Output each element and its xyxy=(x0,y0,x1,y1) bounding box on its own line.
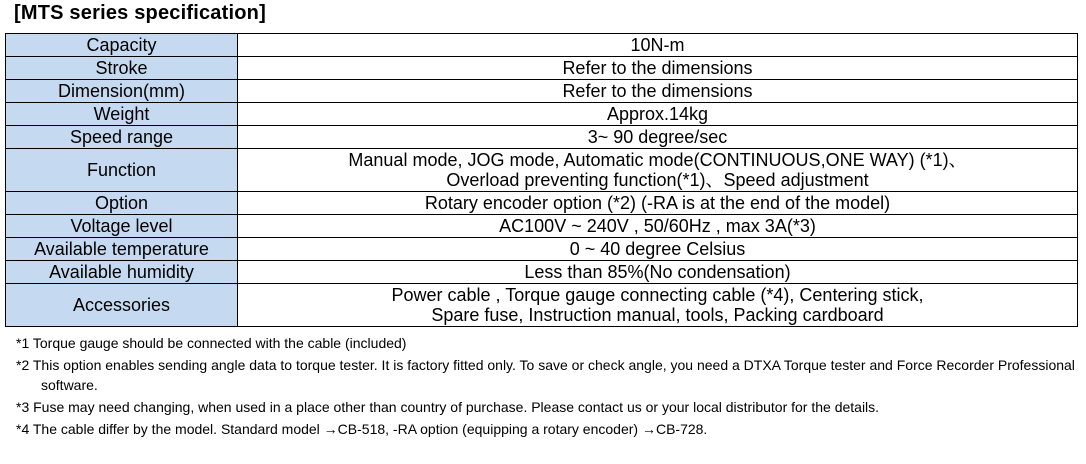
row-label-weight: Weight xyxy=(6,103,238,126)
row-value-speed-range: 3~ 90 degree/sec xyxy=(238,126,1078,149)
table-row xyxy=(6,57,1078,80)
row-value-voltage-level: AC100V ~ 240V , 50/60Hz , max 3A(*3) xyxy=(238,215,1078,238)
footnote-3: *3 Fuse may need changing, when used in a place other than country of purchase. Please contact us or your local distributor for the details. xyxy=(16,399,880,415)
table-row xyxy=(6,238,1078,261)
row-label-option: Option xyxy=(6,192,238,215)
table-row xyxy=(6,284,1078,327)
row-value-option: Rotary encoder option (*2) (-RA is at the end of the model) xyxy=(238,192,1078,215)
row-label-dimension: Dimension(mm) xyxy=(6,80,238,103)
table-row xyxy=(6,192,1078,215)
table-row xyxy=(6,261,1078,284)
table-row xyxy=(6,34,1078,57)
footnotes xyxy=(16,333,1076,439)
row-label-available-humidity: Available humidity xyxy=(6,261,238,284)
row-value-stroke: Refer to the dimensions xyxy=(238,57,1078,80)
row-value-function xyxy=(238,149,1078,192)
footnote-1: *1 Torque gauge should be connected with the cable (included) xyxy=(16,335,407,351)
row-label-available-temperature: Available temperature xyxy=(6,238,238,261)
table-row xyxy=(6,126,1078,149)
row-label-capacity: Capacity xyxy=(6,34,238,57)
row-value-weight: Approx.14kg xyxy=(238,103,1078,126)
accessories-line-1: Power cable , Torque gauge connecting cable (*4), Centering stick, xyxy=(391,285,924,305)
function-line-1: Manual mode, JOG mode, Automatic mode(CONTINUOUS,ONE WAY) (*1)、 xyxy=(348,150,967,170)
row-label-voltage-level: Voltage level xyxy=(6,215,238,238)
table-row xyxy=(6,80,1078,103)
footnote-2: *2 This option enables sending angle data to torque tester. It is factory fitted only. To save or check angle, you need a DTXA Torque tester and Force Recorder Professional software. xyxy=(16,357,1075,393)
table-row xyxy=(6,149,1078,192)
row-value-available-temperature: 0 ~ 40 degree Celsius xyxy=(238,238,1078,261)
row-label-function: Function xyxy=(6,149,238,192)
footnote-4: *4 The cable differ by the model. Standard model →CB-518, -RA option (equipping a rotary encoder) →CB-728. xyxy=(16,421,708,437)
accessories-line-2: Spare fuse, Instruction manual, tools, Packing cardboard xyxy=(431,305,884,325)
table-row xyxy=(6,103,1078,126)
row-value-available-humidity: Less than 85%(No condensation) xyxy=(238,261,1078,284)
table-row xyxy=(6,215,1078,238)
row-label-stroke: Stroke xyxy=(6,57,238,80)
row-label-speed-range: Speed range xyxy=(6,126,238,149)
function-line-2: Overload preventing function(*1)、Speed adjustment xyxy=(446,170,869,190)
row-label-accessories: Accessories xyxy=(6,284,238,327)
specification-table xyxy=(5,33,1078,327)
row-value-dimension: Refer to the dimensions xyxy=(238,80,1078,103)
page-title: [MTS series specification] xyxy=(14,2,266,24)
row-value-capacity: 10N-m xyxy=(238,34,1078,57)
row-value-accessories xyxy=(238,284,1078,327)
